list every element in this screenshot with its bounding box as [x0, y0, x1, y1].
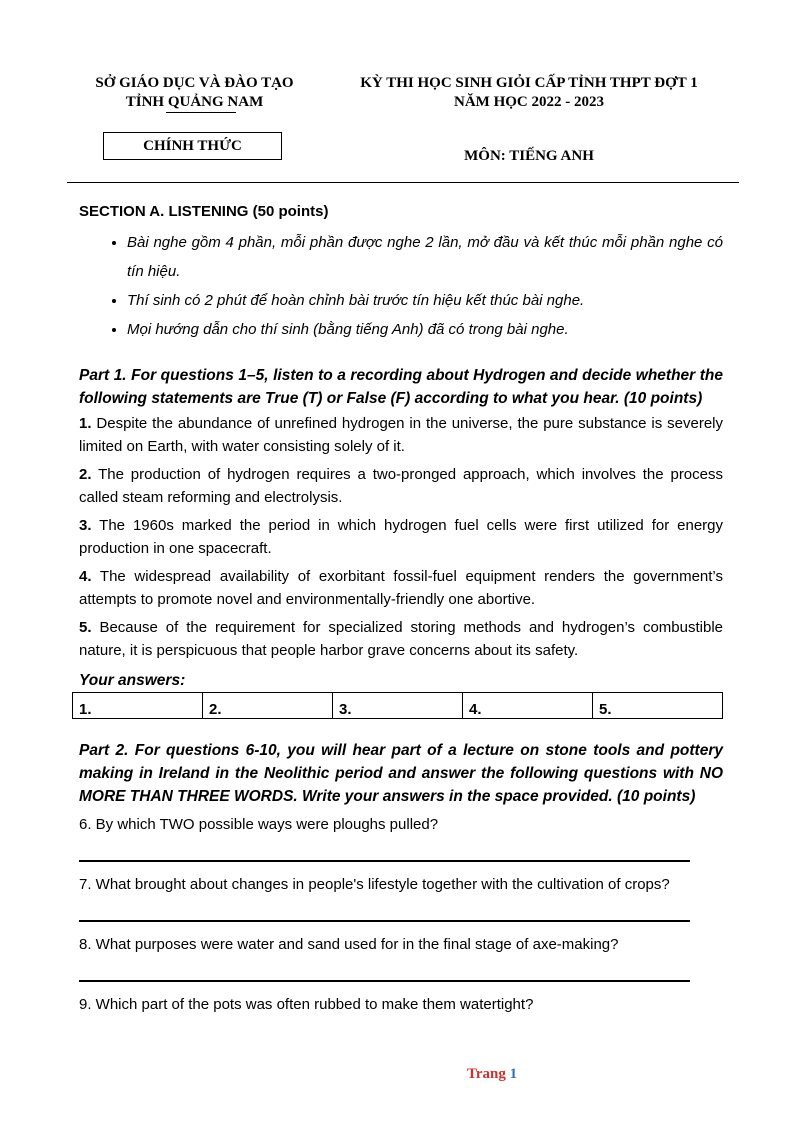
statement-1: [79, 412, 723, 458]
statement-text: Despite the abundance of unrefined hydrogen in the universe, the pure substance is severely limited on Earth, with water consisting solely of it.: [79, 415, 723, 455]
statement-number: 2.: [79, 466, 92, 483]
answer-cell-3[interactable]: 3.: [333, 693, 463, 719]
statement-2: [79, 463, 723, 509]
department-header: [72, 74, 317, 112]
your-answers-label: Your answers:: [79, 672, 186, 689]
page-label: Trang: [467, 1066, 506, 1082]
province-name: TỈNH QUẢNG NAM: [125, 94, 264, 110]
subject-title: MÔN: TIẾNG ANH: [464, 148, 594, 164]
part2-title: Part 2. For questions 6-10, you will hear part of a lecture on stone tools and pottery making in Ireland in the Neolithic period and answer the following questions with NO MORE THAN THREE WORDS. Write your answers in the space provided. (10 points): [79, 742, 723, 805]
official-stamp-box: CHÍNH THỨC: [103, 132, 282, 160]
department-name: SỞ GIÁO DỤC VÀ ĐÀO TẠO: [95, 75, 294, 91]
part1-title: Part 1. For questions 1–5, listen to a recording about Hydrogen and decide whether the following statements are True (T) or False (F) according to what you hear. (10 points): [79, 367, 723, 407]
exam-content: [79, 202, 723, 1016]
note-item: • Thí sinh có 2 phút để hoàn chỉnh bài trước tín hiệu kết thúc bài nghe.: [127, 286, 723, 315]
answer-line-6[interactable]: [79, 860, 690, 862]
page-number: [467, 1066, 517, 1083]
section-a-title: SECTION A. LISTENING (50 points): [79, 203, 329, 220]
answer-cell-5[interactable]: 5.: [593, 693, 723, 719]
answer-line-7[interactable]: [79, 920, 690, 922]
answer-line-8[interactable]: [79, 980, 690, 982]
note-item: • Bài nghe gồm 4 phần, mỗi phần được nghe 2 lần, mở đầu và kết thúc mỗi phần nghe có tín hiệu.: [127, 228, 723, 286]
header-divider: [67, 182, 739, 183]
school-year: NĂM HỌC 2022 - 2023: [454, 94, 604, 110]
answer-cell-4[interactable]: 4.: [463, 693, 593, 719]
statement-text: The widespread availability of exorbitant fossil-fuel equipment renders the government’s attempts to promote novel and environmentally-friendly one abortive.: [79, 568, 723, 608]
note-item: • Mọi hướng dẫn cho thí sinh (bằng tiếng Anh) đã có trong bài nghe.: [127, 315, 723, 344]
province-underline: [166, 112, 236, 113]
answer-cell-2[interactable]: 2.: [203, 693, 333, 719]
exam-name: KỲ THI HỌC SINH GIỎI CẤP TỈNH THPT ĐỢT 1: [360, 75, 698, 91]
exam-header: [335, 74, 723, 112]
page-value: 1: [509, 1066, 518, 1082]
question-7: 7. What brought about changes in people's lifestyle together with the cultivation of crops?: [79, 876, 670, 893]
statement-number: 1.: [79, 415, 92, 432]
answer-table: [72, 692, 723, 719]
answer-cell-1[interactable]: 1.: [73, 693, 203, 719]
statement-text: The 1960s marked the period in which hydrogen fuel cells were first utilized for energy production in one spacecraft.: [79, 517, 723, 557]
section-a-notes: [79, 228, 723, 344]
statement-3: [79, 514, 723, 560]
statement-text: The production of hydrogen requires a two-pronged approach, which involves the process called steam reforming and electrolysis.: [79, 466, 723, 506]
statement-number: 4.: [79, 568, 92, 585]
statement-5: [79, 616, 723, 662]
statement-4: [79, 565, 723, 611]
statement-number: 3.: [79, 517, 92, 534]
question-6: 6. By which TWO possible ways were ploughs pulled?: [79, 816, 439, 833]
statement-text: Because of the requirement for specialized storing methods and hydrogen’s combustible nature, it is perspicuous that people harbor grave concerns about its safety.: [79, 619, 723, 659]
question-9: 9. Which part of the pots was often rubbed to make them watertight?: [79, 996, 534, 1013]
statement-number: 5.: [79, 619, 92, 636]
question-8: 8. What purposes were water and sand used for in the final stage of axe-making?: [79, 936, 619, 953]
